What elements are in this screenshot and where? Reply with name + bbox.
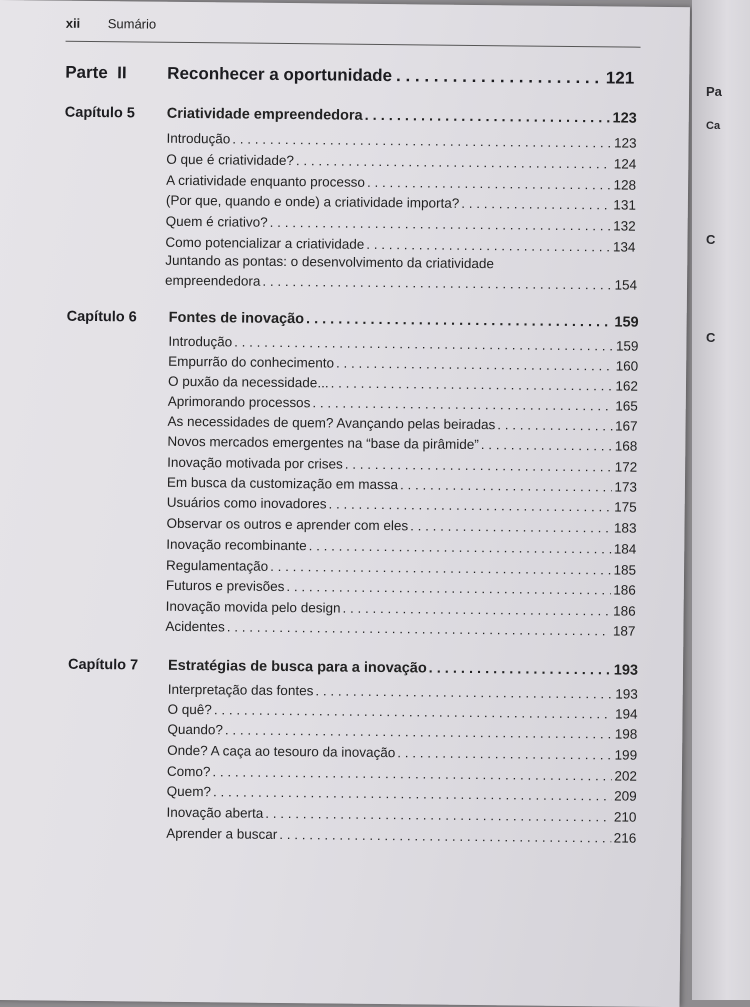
toc-entry: Futuros e previsões . . . 186 — [166, 578, 636, 599]
toc-entry: Usuários como inovadores . . . 175 — [167, 495, 637, 516]
toc-entry: (Por que, quando e onde) a criatividade importa? . . . 131 — [166, 193, 636, 214]
part-label: Parte II — [65, 62, 127, 83]
toc-entry: Aprimorando processos . . . 165 — [168, 394, 638, 415]
chapter-label: Capítulo 5 — [64, 104, 135, 122]
toc-entry: Como? . . . 202 — [167, 764, 637, 785]
toc-entry: Onde? A caça ao tesouro da inovação . . . 199 — [167, 743, 637, 764]
toc-entry: A criatividade enquanto processo . . . 128 — [166, 173, 636, 194]
toc-entry: Regulamentação . . . 185 — [166, 558, 636, 579]
chapter-title: Estratégias de busca para a inovação . . . 193 — [168, 658, 638, 679]
toc-entry: Inovação aberta . . . 210 — [166, 805, 636, 826]
toc-entry: Introdução . . . 159 — [168, 334, 638, 355]
chapter-title: Criatividade empreendedora . . . 123 — [167, 106, 637, 127]
toc-entry: Observar os outros e aprender com eles . . . 183 — [166, 516, 636, 537]
adjacent-page-fragment: Pa — [706, 84, 722, 99]
chapter-title: Fontes de inovação . . . 159 — [169, 310, 639, 331]
adjacent-page-fragment: C — [706, 330, 716, 345]
toc-entry: Como potencializar a criatividade . . . 134 — [165, 235, 635, 256]
toc-entry: Aprender a buscar . . . 216 — [166, 826, 636, 847]
toc-entry: Em busca da customização em massa . . . 173 — [167, 475, 637, 496]
toc-entry: Acidentes . . . 187 — [165, 619, 635, 640]
toc-entry: empreendedora . . . 154 — [165, 273, 637, 294]
chapter-label: Capítulo 6 — [66, 308, 137, 326]
part-title: Reconhecer a oportunidade . . . 121 — [167, 64, 634, 89]
toc-entry: Inovação motivada por crises . . . 172 — [167, 455, 637, 476]
header-rule — [66, 41, 641, 48]
toc-entry: Empurrão do conhecimento . . . 160 — [168, 354, 638, 375]
toc-entry: Quem é criativo? . . . 132 — [166, 214, 636, 235]
toc-entry: Quando? . . . 198 — [167, 722, 637, 743]
page-folio: xii — [65, 15, 81, 31]
chapter-label: Capítulo 7 — [67, 656, 139, 674]
adjacent-page-fragment: C — [706, 232, 716, 247]
toc-entry: Introdução . . . 123 — [166, 131, 636, 152]
toc-entry: Inovação recombinante . . . 184 — [166, 537, 636, 558]
toc-entry: Quem? . . . 209 — [167, 784, 637, 805]
adjacent-page-edge — [692, 0, 750, 1000]
adjacent-page-fragment: Ca — [706, 120, 721, 132]
toc-entry: O puxão da necessidade... . . . 162 — [168, 374, 638, 395]
toc-entry-line1: Juntando as pontas: o desenvolvimento da criatividade — [165, 252, 495, 272]
toc-entry: Novos mercados emergentes na “base da pirâmide” . . . 168 — [167, 434, 637, 455]
toc-entry: O que é criatividade? . . . 124 — [166, 152, 636, 173]
toc-entry: Inovação movida pelo design . . . 186 — [166, 599, 636, 620]
toc-entry: O quê? . . . 194 — [167, 702, 637, 723]
running-head: Sumário — [107, 16, 157, 32]
toc-entry: Interpretação das fontes . . . 193 — [168, 682, 638, 703]
toc-entry: As necessidades de quem? Avançando pelas beiradas . . . 167 — [168, 414, 638, 435]
